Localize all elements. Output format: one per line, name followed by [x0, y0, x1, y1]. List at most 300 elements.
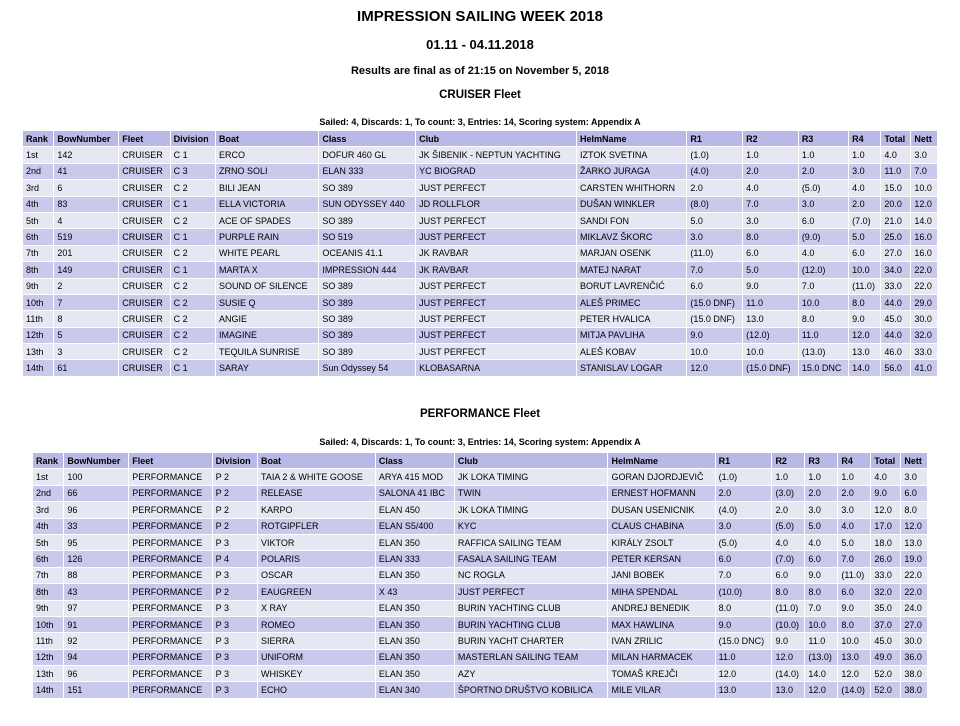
- cell-bownumber: 43: [64, 584, 128, 599]
- cell-club: JUST PERFECT: [416, 344, 576, 359]
- cell-r3: 4.0: [805, 535, 837, 550]
- column-header-r1: R1: [687, 131, 742, 146]
- cell-total: 44.0: [881, 295, 910, 310]
- cell-nett: 12.0: [911, 197, 937, 212]
- cell-class: ELAN 350: [376, 666, 454, 681]
- cell-rank: 7th: [23, 246, 53, 261]
- cell-bownumber: 41: [54, 164, 118, 179]
- cell-r3: 1.0: [799, 147, 848, 162]
- cruiser-fleet-summary: Sailed: 4, Discards: 1, To count: 3, Entries: 14, Scoring system: Appendix A: [319, 117, 641, 127]
- cell-club: JK LOKA TIMING: [455, 502, 608, 517]
- cell-bownumber: 201: [54, 246, 118, 261]
- table-row: [23, 213, 937, 228]
- cell-fleet: CRUISER: [119, 328, 169, 343]
- cell-nett: 13.0: [901, 535, 927, 550]
- cell-r2: (14.0): [772, 666, 804, 681]
- cell-nett: 8.0: [901, 502, 927, 517]
- column-header-rank: Rank: [33, 453, 63, 468]
- cell-club: JUST PERFECT: [416, 295, 576, 310]
- cell-division: P 3: [213, 633, 257, 648]
- cell-rank: 13th: [23, 344, 53, 359]
- column-header-fleet: Fleet: [119, 131, 169, 146]
- column-header-nett: Nett: [911, 131, 937, 146]
- cell-total: 26.0: [871, 551, 900, 566]
- cell-helmname: MIHA SPENDAL: [608, 584, 714, 599]
- cell-r2: 8.0: [743, 229, 798, 244]
- cell-club: MASTERLAN SAILING TEAM: [455, 650, 608, 665]
- cell-class: SO 389: [319, 180, 415, 195]
- cell-division: C 2: [171, 246, 215, 261]
- cell-nett: 38.0: [901, 682, 927, 697]
- cell-boat: X RAY: [258, 601, 375, 616]
- cell-helmname: GORAN DJORDJEVIČ: [608, 469, 714, 484]
- table-row: [33, 682, 927, 697]
- cell-nett: 32.0: [911, 328, 937, 343]
- cell-rank: 9th: [23, 279, 53, 294]
- cell-nett: 41.0: [911, 360, 937, 375]
- cell-r3: 7.0: [799, 279, 848, 294]
- cell-total: 33.0: [871, 568, 900, 583]
- cell-total: 32.0: [871, 584, 900, 599]
- cell-division: P 3: [213, 682, 257, 697]
- cell-r3: (12.0): [799, 262, 848, 277]
- cell-r4: 6.0: [838, 584, 870, 599]
- table-row: [23, 164, 937, 179]
- cell-bownumber: 94: [64, 650, 128, 665]
- cell-total: 46.0: [881, 344, 910, 359]
- cell-r1: 9.0: [716, 617, 772, 632]
- cell-r4: 7.0: [838, 551, 870, 566]
- cell-r1: (15.0 DNC): [716, 633, 772, 648]
- cell-rank: 10th: [33, 617, 63, 632]
- cell-total: 44.0: [881, 328, 910, 343]
- table-row: [23, 295, 937, 310]
- cell-fleet: PERFORMANCE: [129, 617, 211, 632]
- cell-fleet: CRUISER: [119, 360, 169, 375]
- cell-r2: 6.0: [743, 246, 798, 261]
- cell-nett: 22.0: [901, 584, 927, 599]
- cell-division: P 4: [213, 551, 257, 566]
- cell-r1: 5.0: [687, 213, 742, 228]
- cell-helmname: IZTOK SVETINA: [577, 147, 686, 162]
- cell-boat: IMAGINE: [216, 328, 318, 343]
- cell-bownumber: 100: [64, 469, 128, 484]
- cell-division: C 1: [171, 197, 215, 212]
- cell-class: IMPRESSION 444: [319, 262, 415, 277]
- cell-helmname: ALEŠ KOBAV: [577, 344, 686, 359]
- table-row: [33, 584, 927, 599]
- cell-bownumber: 142: [54, 147, 118, 162]
- cell-r1: 9.0: [687, 328, 742, 343]
- cell-r4: 12.0: [849, 328, 880, 343]
- cell-r3: 4.0: [799, 246, 848, 261]
- cell-division: C 2: [171, 344, 215, 359]
- cell-bownumber: 3: [54, 344, 118, 359]
- cell-total: 52.0: [871, 666, 900, 681]
- cell-total: 15.0: [881, 180, 910, 195]
- cell-class: ELAN 350: [376, 535, 454, 550]
- cell-r2: 9.0: [743, 279, 798, 294]
- cell-r3: 10.0: [799, 295, 848, 310]
- cell-division: P 2: [213, 519, 257, 534]
- cell-division: C 2: [171, 311, 215, 326]
- cell-class: ELAN S5/400: [376, 519, 454, 534]
- cell-club: JUST PERFECT: [455, 584, 608, 599]
- cell-class: X 43: [376, 584, 454, 599]
- cell-helmname: IVAN ZRILIC: [608, 633, 714, 648]
- cell-fleet: PERFORMANCE: [129, 502, 211, 517]
- cell-club: BURIN YACHTING CLUB: [455, 601, 608, 616]
- cell-fleet: PERFORMANCE: [129, 469, 211, 484]
- cell-rank: 13th: [33, 666, 63, 681]
- cell-division: C 2: [171, 180, 215, 195]
- cruiser-results-table: [22, 130, 938, 377]
- cell-club: JK LOKA TIMING: [455, 469, 608, 484]
- cell-total: 17.0: [871, 519, 900, 534]
- cell-total: 18.0: [871, 535, 900, 550]
- cell-fleet: PERFORMANCE: [129, 584, 211, 599]
- cell-total: 25.0: [881, 229, 910, 244]
- cell-helmname: MATEJ NARAT: [577, 262, 686, 277]
- cell-division: P 2: [213, 469, 257, 484]
- cell-r4: 6.0: [849, 246, 880, 261]
- table-row: [23, 246, 937, 261]
- table-header-row: [23, 131, 937, 146]
- cell-r1: 6.0: [716, 551, 772, 566]
- cell-class: ELAN 340: [376, 682, 454, 697]
- cell-r4: 13.0: [849, 344, 880, 359]
- cell-division: P 3: [213, 650, 257, 665]
- table-row: [23, 147, 937, 162]
- cell-fleet: PERFORMANCE: [129, 633, 211, 648]
- cell-r1: (5.0): [716, 535, 772, 550]
- cell-boat: PURPLE RAIN: [216, 229, 318, 244]
- column-header-rank: Rank: [23, 131, 53, 146]
- cell-r4: 8.0: [849, 295, 880, 310]
- cell-helmname: BORUT LAVRENČIĆ: [577, 279, 686, 294]
- cell-helmname: CARSTEN WHITHORN: [577, 180, 686, 195]
- cell-boat: TEQUILA SUNRISE: [216, 344, 318, 359]
- cell-club: KYC: [455, 519, 608, 534]
- cell-nett: 33.0: [911, 344, 937, 359]
- cell-r3: 2.0: [805, 486, 837, 501]
- cell-r2: (12.0): [743, 328, 798, 343]
- column-header-class: Class: [376, 453, 454, 468]
- cell-r1: (1.0): [687, 147, 742, 162]
- cell-division: P 3: [213, 617, 257, 632]
- column-header-r3: R3: [805, 453, 837, 468]
- cell-helmname: MARJAN OSENK: [577, 246, 686, 261]
- cell-r3: (13.0): [799, 344, 848, 359]
- cell-r2: (5.0): [772, 519, 804, 534]
- cell-club: BURIN YACHT CHARTER: [455, 633, 608, 648]
- cell-bownumber: 95: [64, 535, 128, 550]
- cell-nett: 7.0: [911, 164, 937, 179]
- cell-r1: (1.0): [716, 469, 772, 484]
- cell-r3: 3.0: [799, 197, 848, 212]
- cell-bownumber: 96: [64, 502, 128, 517]
- cell-r2: 3.0: [743, 213, 798, 228]
- cell-fleet: PERFORMANCE: [129, 666, 211, 681]
- cell-total: 27.0: [881, 246, 910, 261]
- cell-fleet: PERFORMANCE: [129, 519, 211, 534]
- cell-boat: UNIFORM: [258, 650, 375, 665]
- cell-r3: 1.0: [805, 469, 837, 484]
- cell-fleet: CRUISER: [119, 164, 169, 179]
- cell-division: C 1: [171, 229, 215, 244]
- table-row: [23, 311, 937, 326]
- cell-r3: (9.0): [799, 229, 848, 244]
- cell-r2: 10.0: [743, 344, 798, 359]
- cell-nett: 29.0: [911, 295, 937, 310]
- cell-fleet: CRUISER: [119, 279, 169, 294]
- table-row: [23, 344, 937, 359]
- cell-fleet: PERFORMANCE: [129, 535, 211, 550]
- cell-nett: 38.0: [901, 666, 927, 681]
- cell-r3: (13.0): [805, 650, 837, 665]
- cell-total: 21.0: [881, 213, 910, 228]
- cell-rank: 1st: [23, 147, 53, 162]
- cell-bownumber: 92: [64, 633, 128, 648]
- cell-total: 49.0: [871, 650, 900, 665]
- cell-r3: 11.0: [799, 328, 848, 343]
- cell-r2: 7.0: [743, 197, 798, 212]
- cell-r3: 14.0: [805, 666, 837, 681]
- cell-class: Sun Odyssey 54: [319, 360, 415, 375]
- table-row: [23, 229, 937, 244]
- table-row: [33, 469, 927, 484]
- cell-fleet: CRUISER: [119, 180, 169, 195]
- cell-total: 4.0: [881, 147, 910, 162]
- cell-r3: 8.0: [799, 311, 848, 326]
- column-header-class: Class: [319, 131, 415, 146]
- column-header-helmname: HelmName: [608, 453, 714, 468]
- cell-fleet: CRUISER: [119, 197, 169, 212]
- cell-club: YC BIOGRAD: [416, 164, 576, 179]
- cell-class: ELAN 350: [376, 650, 454, 665]
- cell-helmname: TOMAŠ KREJČI: [608, 666, 714, 681]
- cell-nett: 36.0: [901, 650, 927, 665]
- cell-rank: 5th: [33, 535, 63, 550]
- cell-r4: 4.0: [838, 519, 870, 534]
- cell-helmname: SANDI FON: [577, 213, 686, 228]
- cell-r1: (4.0): [716, 502, 772, 517]
- column-header-r3: R3: [799, 131, 848, 146]
- cell-helmname: ANDREJ BENEDIK: [608, 601, 714, 616]
- cell-nett: 24.0: [901, 601, 927, 616]
- cell-bownumber: 126: [64, 551, 128, 566]
- cell-helmname: MILAN HARMACEK: [608, 650, 714, 665]
- cell-division: C 1: [171, 360, 215, 375]
- column-header-club: Club: [416, 131, 576, 146]
- cell-r2: 4.0: [743, 180, 798, 195]
- cell-class: ELAN 350: [376, 568, 454, 583]
- cell-r2: 12.0: [772, 650, 804, 665]
- cell-division: P 3: [213, 535, 257, 550]
- cell-helmname: DUSAN USENICNIK: [608, 502, 714, 517]
- cell-r3: 7.0: [805, 601, 837, 616]
- cell-r1: (15.0 DNF): [687, 311, 742, 326]
- cell-r2: 11.0: [743, 295, 798, 310]
- cell-r4: 9.0: [838, 601, 870, 616]
- cell-bownumber: 88: [64, 568, 128, 583]
- cell-r1: (10.0): [716, 584, 772, 599]
- cell-division: P 3: [213, 568, 257, 583]
- cell-helmname: MILE VILAR: [608, 682, 714, 697]
- cell-nett: 14.0: [911, 213, 937, 228]
- cell-nett: 12.0: [901, 519, 927, 534]
- cell-r2: (11.0): [772, 601, 804, 616]
- cell-fleet: CRUISER: [119, 295, 169, 310]
- cell-bownumber: 8: [54, 311, 118, 326]
- cell-r4: 5.0: [849, 229, 880, 244]
- cell-total: 4.0: [871, 469, 900, 484]
- cell-r1: (4.0): [687, 164, 742, 179]
- cell-r4: (7.0): [849, 213, 880, 228]
- cell-r2: 5.0: [743, 262, 798, 277]
- cell-r3: 12.0: [805, 682, 837, 697]
- cell-nett: 22.0: [901, 568, 927, 583]
- cell-boat: MARTA X: [216, 262, 318, 277]
- cell-bownumber: 66: [64, 486, 128, 501]
- table-row: [23, 180, 937, 195]
- cell-r4: (11.0): [838, 568, 870, 583]
- cell-boat: SOUND OF SILENCE: [216, 279, 318, 294]
- cell-bownumber: 4: [54, 213, 118, 228]
- column-header-r2: R2: [743, 131, 798, 146]
- cell-club: RAFFICA SAILING TEAM: [455, 535, 608, 550]
- cell-r4: 9.0: [849, 311, 880, 326]
- cell-bownumber: 96: [64, 666, 128, 681]
- column-header-r1: R1: [716, 453, 772, 468]
- event-title: IMPRESSION SAILING WEEK 2018: [357, 8, 603, 25]
- cell-helmname: ŽARKO JURAGA: [577, 164, 686, 179]
- cell-rank: 11th: [33, 633, 63, 648]
- cell-club: BURIN YACHTING CLUB: [455, 617, 608, 632]
- cell-r1: 2.0: [716, 486, 772, 501]
- cell-r2: 1.0: [743, 147, 798, 162]
- cell-bownumber: 5: [54, 328, 118, 343]
- cell-helmname: MAX HAWLINA: [608, 617, 714, 632]
- cell-r3: 15.0 DNC: [799, 360, 848, 375]
- cell-fleet: CRUISER: [119, 344, 169, 359]
- cell-r1: 7.0: [716, 568, 772, 583]
- cell-r1: (15.0 DNF): [687, 295, 742, 310]
- cell-class: SO 389: [319, 328, 415, 343]
- cell-bownumber: 83: [54, 197, 118, 212]
- cell-division: C 3: [171, 164, 215, 179]
- performance-results-table: [32, 452, 928, 699]
- cell-fleet: CRUISER: [119, 262, 169, 277]
- cell-rank: 7th: [33, 568, 63, 583]
- performance-fleet-summary: Sailed: 4, Discards: 1, To count: 3, Entries: 14, Scoring system: Appendix A: [319, 437, 641, 447]
- cell-helmname: DUŠAN WINKLER: [577, 197, 686, 212]
- cell-fleet: CRUISER: [119, 147, 169, 162]
- cell-boat: OSCAR: [258, 568, 375, 583]
- cell-boat: ANGIE: [216, 311, 318, 326]
- cell-helmname: KIRÁLY ZSOLT: [608, 535, 714, 550]
- cell-bownumber: 519: [54, 229, 118, 244]
- cell-class: SO 389: [319, 213, 415, 228]
- cell-bownumber: 97: [64, 601, 128, 616]
- table-row: [23, 360, 937, 375]
- cell-club: JUST PERFECT: [416, 229, 576, 244]
- cell-club: JK RAVBAR: [416, 246, 576, 261]
- cell-r4: 2.0: [838, 486, 870, 501]
- cell-division: P 2: [213, 584, 257, 599]
- cell-total: 45.0: [871, 633, 900, 648]
- cell-division: C 2: [171, 213, 215, 228]
- cell-bownumber: 149: [54, 262, 118, 277]
- table-row: [23, 197, 937, 212]
- cell-total: 35.0: [871, 601, 900, 616]
- cell-boat: BILI JEAN: [216, 180, 318, 195]
- cell-r3: 2.0: [799, 164, 848, 179]
- cell-rank: 14th: [33, 682, 63, 697]
- cell-fleet: PERFORMANCE: [129, 601, 211, 616]
- cell-division: C 1: [171, 147, 215, 162]
- cell-rank: 12th: [23, 328, 53, 343]
- cell-r2: 13.0: [772, 682, 804, 697]
- cell-helmname: ERNEST HOFMANN: [608, 486, 714, 501]
- cell-bownumber: 6: [54, 180, 118, 195]
- cell-total: 33.0: [881, 279, 910, 294]
- cell-rank: 8th: [23, 262, 53, 277]
- cell-club: NC ROGLA: [455, 568, 608, 583]
- cell-class: SO 389: [319, 279, 415, 294]
- cell-boat: RELEASE: [258, 486, 375, 501]
- column-header-boat: Boat: [216, 131, 318, 146]
- cell-boat: ACE OF SPADES: [216, 213, 318, 228]
- cell-boat: TAIA 2 & WHITE GOOSE: [258, 469, 375, 484]
- cell-boat: POLARIS: [258, 551, 375, 566]
- cell-club: JUST PERFECT: [416, 213, 576, 228]
- cell-boat: ROTGIPFLER: [258, 519, 375, 534]
- column-header-r2: R2: [772, 453, 804, 468]
- cell-r3: (5.0): [799, 180, 848, 195]
- cell-class: ELAN 450: [376, 502, 454, 517]
- cell-total: 45.0: [881, 311, 910, 326]
- cell-r4: 10.0: [838, 633, 870, 648]
- cell-r3: 3.0: [805, 502, 837, 517]
- cell-fleet: PERFORMANCE: [129, 682, 211, 697]
- cell-club: JD ROLLFLOR: [416, 197, 576, 212]
- column-header-total: Total: [881, 131, 910, 146]
- cell-r1: 12.0: [687, 360, 742, 375]
- cell-nett: 10.0: [911, 180, 937, 195]
- cell-club: JUST PERFECT: [416, 180, 576, 195]
- cell-helmname: CLAUS CHABINA: [608, 519, 714, 534]
- cell-r3: 8.0: [805, 584, 837, 599]
- cell-fleet: CRUISER: [119, 229, 169, 244]
- cell-rank: 1st: [33, 469, 63, 484]
- cell-total: 34.0: [881, 262, 910, 277]
- cell-class: SO 389: [319, 344, 415, 359]
- cell-nett: 3.0: [911, 147, 937, 162]
- cell-fleet: PERFORMANCE: [129, 568, 211, 583]
- cell-nett: 16.0: [911, 246, 937, 261]
- cell-r3: 6.0: [799, 213, 848, 228]
- cell-r1: 8.0: [716, 601, 772, 616]
- cell-rank: 10th: [23, 295, 53, 310]
- cell-division: C 1: [171, 262, 215, 277]
- cell-total: 12.0: [871, 502, 900, 517]
- table-row: [23, 262, 937, 277]
- cell-r1: 12.0: [716, 666, 772, 681]
- cell-club: JUST PERFECT: [416, 279, 576, 294]
- table-row: [33, 519, 927, 534]
- cell-nett: 30.0: [901, 633, 927, 648]
